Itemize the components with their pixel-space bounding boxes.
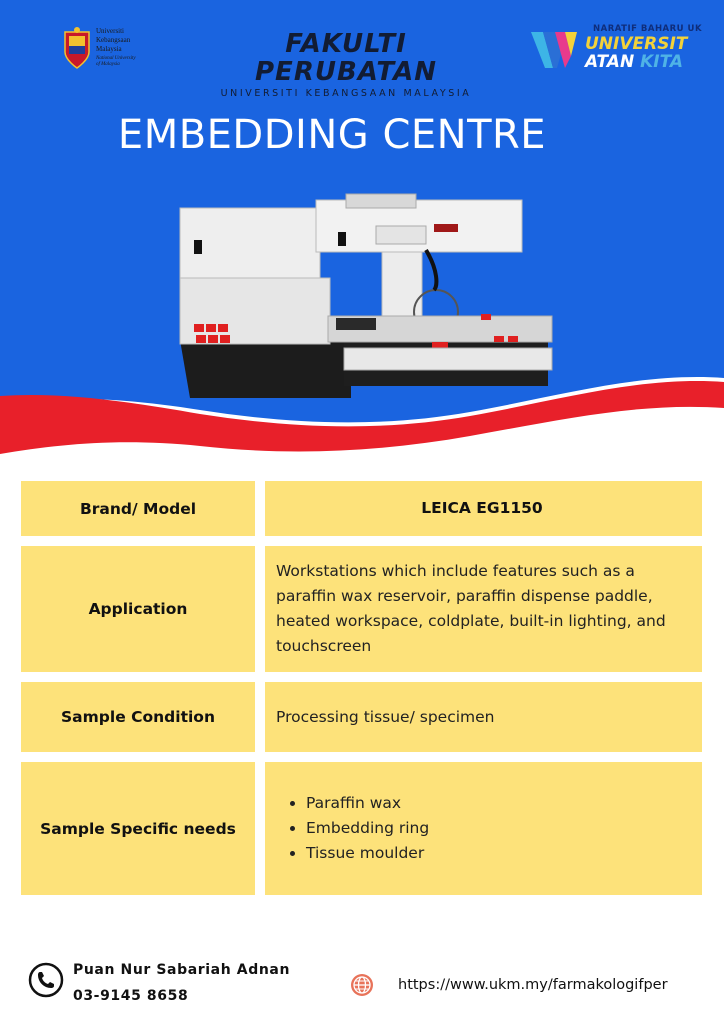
ukm-crest-icon <box>62 26 92 70</box>
embedding-machine-image <box>176 190 556 408</box>
list-item: • Embedding ring <box>306 816 429 841</box>
universiti-watan-kita-logo <box>531 24 703 74</box>
row-value-list <box>265 762 702 895</box>
row-label: Brand/ Model <box>21 481 255 536</box>
faculty-name: FAKULTI PERUBATAN <box>255 29 437 87</box>
row-label: Sample Condition <box>21 682 255 752</box>
ukm-line2: Kebangsaan <box>96 36 131 44</box>
list-item: • Paraffin wax <box>306 791 429 816</box>
contact-phone[interactable]: 03-9145 8658 <box>73 988 189 1004</box>
uk-word2a: ATAN <box>585 52 635 72</box>
faculty-subtitle: UNIVERSITI KEBANGSAAN MALAYSIA <box>220 88 472 99</box>
ukm-logo <box>62 24 152 80</box>
phone-icon <box>28 962 64 998</box>
vw-mark-icon <box>531 28 589 72</box>
ukm-line3: Malaysia <box>96 45 122 53</box>
table-row-sample-condition <box>21 682 702 752</box>
list-item: • Tissue moulder <box>306 841 429 866</box>
ukm-line1: Universiti <box>96 27 124 35</box>
website-link[interactable]: https://www.ukm.my/farmakologifper <box>398 977 668 993</box>
uk-word1: UNIVERSIT <box>585 34 688 54</box>
uk-tagline: NARATIF BAHARU UK <box>593 24 703 34</box>
ukm-line5: of Malaysia <box>96 62 120 67</box>
row-label: Sample Specific needs <box>21 762 255 895</box>
needs-list <box>276 791 429 866</box>
page-title: EMBEDDING CENTRE <box>117 112 547 158</box>
globe-icon <box>350 973 374 997</box>
row-value: Processing tissue/ specimen <box>265 682 702 752</box>
row-value: LEICA EG1150 <box>265 481 702 536</box>
faculty-logo <box>215 30 477 100</box>
contact-name: Puan Nur Sabariah Adnan <box>73 962 291 978</box>
row-label: Application <box>21 546 255 672</box>
row-value: Workstations which include features such as a paraffin wax reservoir, paraffin dispense paddle, heated workspace, coldplate, built-in lighting, and touchscreen <box>265 546 702 672</box>
table-row-sample-needs <box>21 762 702 895</box>
table-row-application <box>21 546 702 672</box>
ukm-line4: National University <box>96 56 136 61</box>
table-row-brand <box>21 481 702 536</box>
uk-word2b: KITA <box>640 52 684 72</box>
